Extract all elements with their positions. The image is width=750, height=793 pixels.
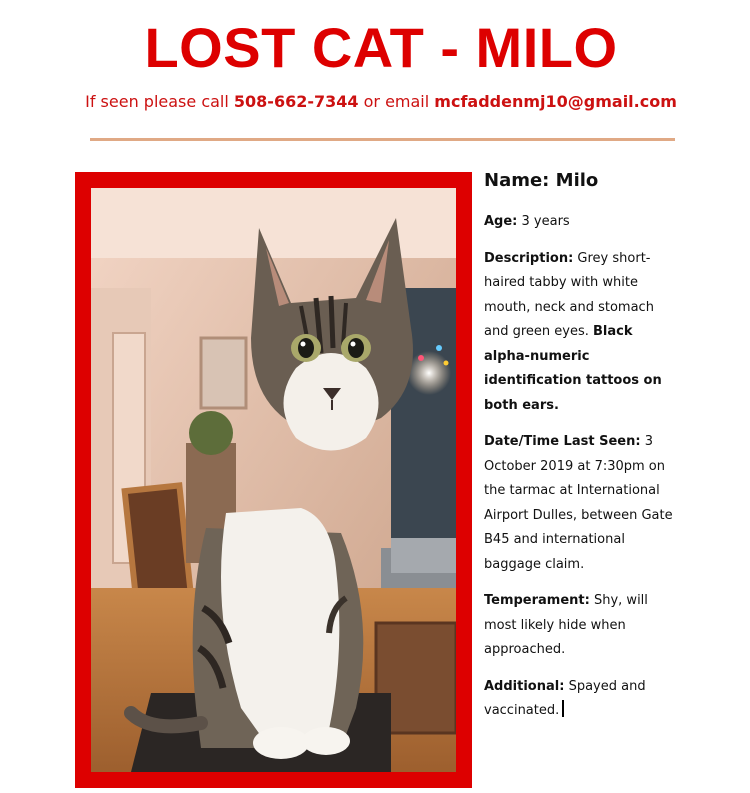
age-value: 3 years (521, 214, 570, 229)
contact-prefix: If seen please call (85, 92, 229, 111)
temperament-label: Temperament: (484, 593, 590, 608)
divider (90, 138, 675, 141)
additional-label: Additional: (484, 678, 565, 694)
additional-value: Spayed and vaccinated. (484, 678, 646, 718)
name-label: Name: (484, 170, 550, 191)
description-value: Grey short-haired tabby with white mouth, neck and stomach and green eyes. (484, 250, 654, 339)
temperament-paragraph (484, 589, 682, 663)
temperament-value: Shy, will most likely hide when approached. (484, 593, 648, 657)
description-bold: Black alpha-numeric identification tattoos on both ears. (484, 324, 662, 413)
poster-title: LOST CAT - MILO (144, 16, 618, 79)
description-label: Description: (484, 250, 574, 266)
last-seen-value: 3 October 2019 at 7:30pm on the tarmac at International Airport Dulles, between Gate B45 and international baggage claim. (484, 434, 673, 572)
phone-number[interactable]: 508-662-7344 (233, 92, 359, 111)
description-paragraph (484, 247, 682, 419)
contact-line (0, 91, 750, 113)
email-address[interactable]: mcfaddenmj10@gmail.com (434, 92, 677, 111)
contact-middle: or email (363, 92, 430, 111)
last-seen-paragraph (484, 430, 682, 577)
name-value: Milo (555, 170, 599, 191)
cat-illustration (91, 188, 456, 772)
name-heading (484, 168, 682, 194)
photo-frame (75, 172, 472, 788)
last-seen-label: Date/Time Last Seen: (484, 434, 641, 449)
age-paragraph (484, 210, 682, 235)
text-cursor (562, 700, 564, 717)
cat-photo (91, 188, 456, 772)
age-label: Age: (484, 214, 518, 229)
additional-paragraph[interactable] (484, 675, 682, 724)
cat-details (484, 168, 682, 736)
